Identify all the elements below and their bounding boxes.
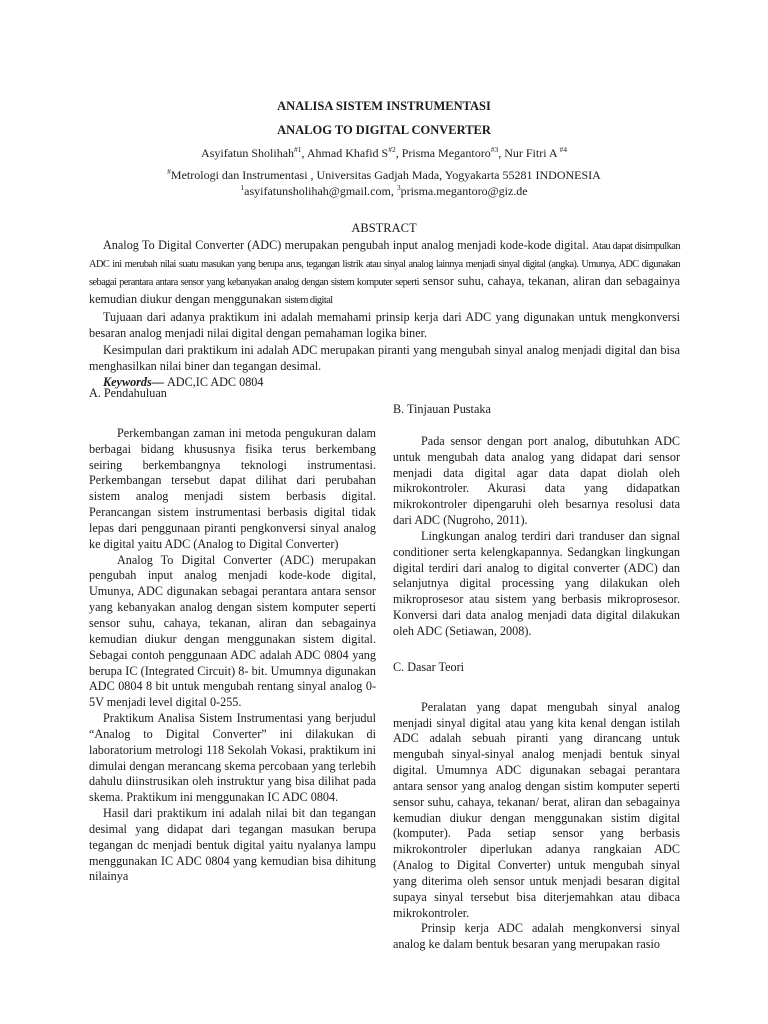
author-list <box>0 146 768 161</box>
author-1: Asyifatun Sholihah <box>201 146 295 160</box>
section-c-paragraph-1: Peralatan yang dapat mengubah sinyal analog menjadi sinyal digital atau yang kita kenal dengan istilah ADC adalah sebuah piranti yang dirancang untuk mengubah sinyal-sinyal analog menjadi bentuk sinyal digital. Umumnya ADC digunakan sebagai perantara antara sensor yang analog dengan sistim komputer seperti sensor suhu, cahaya, tekanan/ berat, aliran dan sebagainya kemudian diukur dengan menggunakan sistim digital (komputer). Pada setiap sensor yang berbasis mikrokontroler diperlukan adanya rangkaian ADC (Analog to Digital Converter) untuk mengubah sinyal yang diterima oleh sensor untuk menjadi besaran digital supaya sinyal tersebut bisa diterjemahkan atau dibaca mikrokontroler. <box>393 699 680 920</box>
author-4-mark: #4 <box>557 145 567 154</box>
abstract-body <box>89 237 680 390</box>
abstract-heading: ABSTRACT <box>351 221 417 235</box>
section-a-paragraph-2: Analog To Digital Converter (ADC) merupakan pengubah input analog menjadi kode-kode digital, Umunya, ADC digunakan sebagai perantara antara sensor yang kebanyakan analog dengan sistem komputer seperti sensor suhu, cahaya, tekanan, aliran dan sebagainya kemudian diukur dengan menggunakan sistem digital. Sebagai contoh penggunaan ADC adalah ADC 0804 yang berupa IC (Integrated Circuit) 8- bit. Umumnya digunakan ADC 0804 8 bit untuk mengubah rentang sinyal analog 0-5V menjadi level digital 0-255. <box>89 552 376 710</box>
email-line <box>0 184 768 199</box>
author-1-mark: #1 <box>294 145 302 154</box>
author-4: , Nur Fitri A <box>498 146 558 160</box>
affiliation <box>0 168 768 183</box>
author-2-mark: #2 <box>388 145 396 154</box>
section-a-paragraph-3: Praktikum Analisa Sistem Instrumentasi yang berjudul “Analog to Digital Converter” ini dilakukan di laboratorium metrologi 118 Sekolah Vokasi, praktikum ini dimulai dengan merancang skema percobaan yang terlebih dahulu diinstrusikan oleh instruktur yang bisa dilihat pada skema. Praktikum ini menggunakan IC ADC 0804. <box>89 711 376 805</box>
email-3-mark: 3 <box>396 183 401 192</box>
abstract-p1-condensed: Atau dapat disimpulkan ADC ini merubah nilai suatu masukan yang berupa arus, tegangan listrik atau sinyal analog lainnya menjadi sinyal digital (angka). Umunya, ADC digunakan sebagai perantara antara sensor yang kebanyakan analog dengan sistem komputer seperti <box>89 241 680 289</box>
left-column <box>89 386 376 885</box>
section-b-paragraph-2: Lingkungan analog terdiri dari tranduser dan signal conditioner serta kelengkapannya. Sedangkan lingkungan digital terdiri dari analog to digital converter (ADC) dan selanjutnya digital processing yang dilakukan oleh mikroprosesor atau sistem yang berbasis mikroprosesor. Konversi dari data analog menjadi data digital dilakukan oleh ADC (Setiawan, 2008). <box>393 528 680 638</box>
abstract-paragraph-2: Tujuaan dari adanya praktikum ini adalah memahami prinsip kerja dari ADC yang digunakan untuk mengkonversi besaran analog menjadi nilai digital dengan pemahaman logika biner. <box>89 310 680 341</box>
section-b-paragraph-1: Pada sensor dengan port analog, dibutuhkan ADC untuk mengubah data analog yang didapat dari sensor menjadi data digital agar data dapat diolah oleh mikrokontroler. Akurasi data yang didapatkan mikrokontroler dipengaruhi oleh besarnya resolusi data dari ADC (Nugroho, 2011). <box>393 433 680 528</box>
abstract-paragraph-3: Kesimpulan dari praktikum ini adalah ADC merupakan piranti yang mengubah sinyal analog menjadi digital dan bisa menghasilkan nilai biner dan tegangan desimal. <box>89 342 680 373</box>
author-2: , Ahmad Khafid S <box>301 146 389 160</box>
paper-title-line-2: ANALOG TO DIGITAL CONVERTER <box>277 123 491 137</box>
email-1-mark: 1 <box>240 183 245 192</box>
section-a-heading: A. Pendahuluan <box>89 386 167 400</box>
keywords-dash: — <box>151 374 167 389</box>
section-b-heading: B. Tinjauan Pustaka <box>393 402 491 416</box>
right-column <box>393 402 680 953</box>
section-a-paragraph-4: Hasil dari praktikum ini adalah nilai bit dan tegangan desimal yang didapat dari tegangan masukan berupa tegangan dc menjadi bentuk digital yaitu nyalanya lampu menggunakan IC ADC 0804 yang kemudian bisa dihitung nilainya <box>89 806 376 884</box>
author-3: , Prisma Megantoro <box>395 146 491 160</box>
keywords-text: ADC,IC ADC 0804 <box>166 374 264 389</box>
author-3-mark: #3 <box>490 145 499 154</box>
email-3: prisma.megantoro@giz.de <box>400 184 528 198</box>
section-c-heading: C. Dasar Teori <box>393 659 465 674</box>
keywords-label: Keywords <box>103 374 152 389</box>
abstract-p1-end: sensor suhu, cahaya, tekanan, aliran dan sebagainya kemudian diukur dengan menggunakan <box>89 274 680 307</box>
abstract-paragraph-1 <box>89 237 680 309</box>
affiliation-text: Metrologi dan Instrumentasi , Universitas Gadjah Mada, Yogyakarta 55281 INDONESIA <box>170 168 601 182</box>
abstract-p1-start: Analog To Digital Converter (ADC) merupakan pengubah input analog menjadi kode-kode digital. <box>103 238 593 252</box>
abstract-p1-condensed-end: sistem digital <box>284 295 333 307</box>
paper-title-line-1: ANALISA SISTEM INSTRUMENTASI <box>277 99 491 113</box>
section-c-paragraph-2: Prinsip kerja ADC adalah mengkonversi sinyal analog ke dalam bentuk besaran yang merupakan rasio <box>393 921 680 952</box>
affiliation-mark: # <box>167 167 171 176</box>
email-1: asyifatunsholihah@gmail.com, <box>244 184 397 198</box>
section-a-paragraph-1: Perkembangan zaman ini metoda pengukuran dalam berbagai bidang khususnya fisika terus berkembang seiring berkembangnya teknologi instrumentasi. Perkembangan tersebut dapat dilihat dari perubahan sistem analog menjadi sistem berbasis digital. Perancangan sistem instrumentasi berbasis digital tidak lepas dari penggunaan piranti pengkonversi sinyal analog ke digital yaitu ADC (Analog to Digital Converter) <box>89 425 376 551</box>
